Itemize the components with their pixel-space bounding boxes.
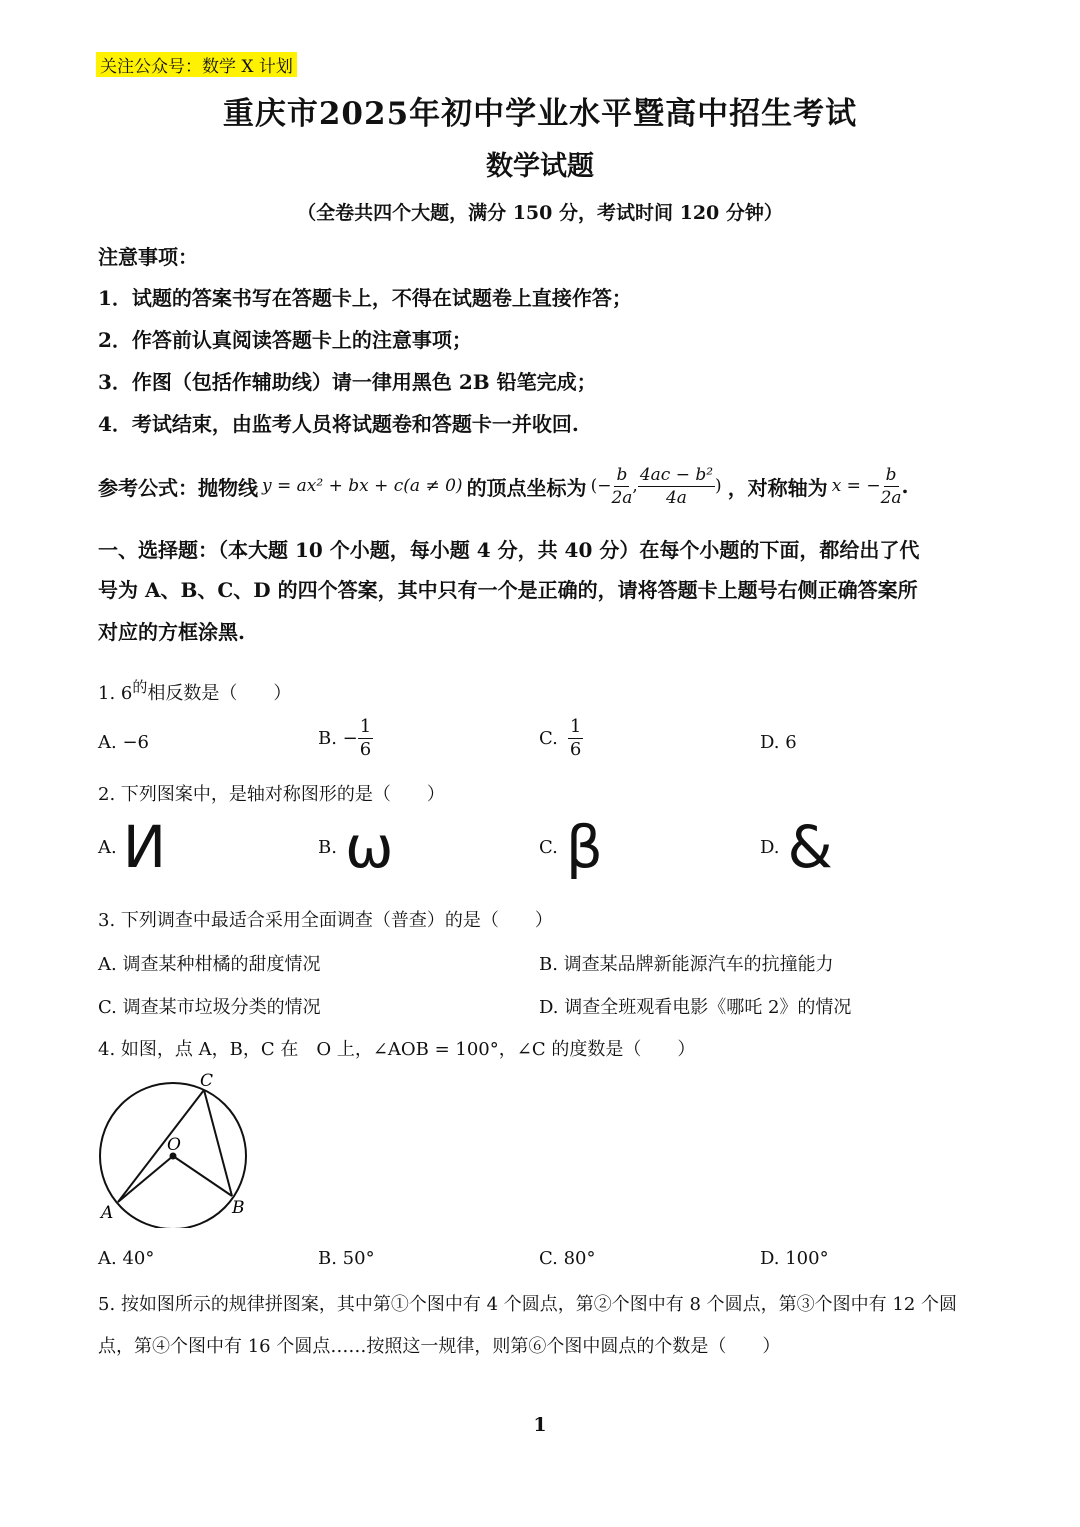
notice-heading: 注意事项： (98, 245, 198, 269)
q2-b-label: B. (318, 836, 337, 858)
q2-option-c (539, 813, 603, 881)
q4-circle-figure (90, 1068, 260, 1228)
q3-option-c: C. 调查某市垃圾分类的情况 (98, 997, 321, 1018)
q1-b-num: 1 (359, 716, 372, 737)
q2-c-symbol: β (565, 813, 603, 881)
q2-stem: 2. 下列图案中，是轴对称图形的是（ ） (98, 784, 445, 805)
q4-option-d: D. 100° (760, 1248, 829, 1269)
q3-option-d: D. 调查全班观看电影《哪吒 2》的情况 (539, 997, 852, 1018)
axis-equation (832, 464, 902, 509)
vertex-coordinates (591, 464, 722, 509)
q2-a-symbol: И (122, 813, 167, 881)
label-o: O (167, 1135, 181, 1155)
axis-lead: ，对称轴为 (727, 475, 828, 500)
vertex-close: ) (715, 476, 722, 496)
q1-b-den: 6 (359, 739, 372, 760)
q4-option-c: C. 80° (539, 1248, 596, 1269)
axis-2a: 2a (880, 487, 902, 508)
q1-option-d: D. 6 (760, 732, 797, 753)
label-a: A (101, 1203, 114, 1223)
vertex-num: 4ac − b² (639, 464, 714, 485)
section-1-line-2: 号为 A、B、C、D 的四个答案，其中只有一个是正确的，请将答题卡上题号右侧正确答案所 (98, 578, 918, 602)
formula-mid: 的顶点坐标为 (466, 475, 587, 500)
q1-b-label: B. − (318, 728, 358, 749)
q5-line-1: 5. 按如图所示的规律拼图案，其中第①个图中有 4 个圆点，第②个图中有 8 个圆点，第③个图中有 12 个圆 (98, 1294, 958, 1315)
formula-end: . (901, 474, 909, 498)
q2-option-d (760, 813, 833, 881)
q2-option-b (318, 813, 394, 881)
q1-c-den: 6 (569, 739, 582, 760)
notice-item-1: 1．试题的答案书写在答题卡上，不得在试题卷上直接作答； (98, 286, 632, 310)
exam-subtitle: 数学试题 (486, 151, 594, 182)
section-1-line-1: 一、选择题：（本大题 10 个小题，每小题 4 分，共 40 分）在每个小题的下面，都给出了代 (98, 538, 920, 562)
q1-stem-sup: 的 (132, 678, 148, 696)
q1-option-c (539, 716, 583, 761)
label-b: B (232, 1198, 245, 1218)
vertex-comma: , (632, 476, 638, 496)
vertex-den: 4a (665, 487, 687, 508)
vertex-open: (− (590, 476, 612, 496)
exam-note: （全卷共四个大题，满分 150 分，考试时间 120 分钟） (297, 202, 783, 224)
page-number: 1 (533, 1414, 547, 1436)
axis-eq: x = − (831, 476, 881, 496)
source-tag: 关注公众号：数学 X 计划 (96, 52, 297, 77)
q1-c-label: C. (539, 728, 558, 749)
q5-line-2: 点，第④个图中有 16 个圆点……按照这一规律，则第⑥个图中圆点的个数是（ ） (98, 1336, 781, 1357)
q1-c-num: 1 (569, 716, 582, 737)
notice-item-3: 3．作图（包括作辅助线）请一律用黑色 2B 铅笔完成； (98, 370, 597, 394)
formula-lead: 参考公式：抛物线 (98, 475, 258, 500)
vertex-b: b (616, 464, 628, 485)
q4-option-a: A. 40° (98, 1248, 155, 1269)
q4-stem: 4. 如图，点 A，B，C 在 O 上，∠AOB = 100°，∠C 的度数是（ ） (98, 1039, 696, 1060)
label-c: C (200, 1071, 214, 1091)
q2-c-label: C. (539, 836, 558, 858)
q3-option-b: B. 调查某品牌新能源汽车的抗撞能力 (539, 954, 834, 975)
q2-d-label: D. (760, 836, 780, 858)
section-1-line-3: 对应的方框涂黑. (98, 620, 245, 644)
vertex-2a: 2a (611, 487, 633, 508)
q3-stem: 3. 下列调查中最适合采用全面调查（普查）的是（ ） (98, 910, 553, 931)
axis-b: b (885, 464, 897, 485)
q1-stem-b: 相反数是（ ） (147, 683, 292, 704)
q2-b-symbol: ω (344, 813, 394, 881)
q2-a-label: A. (98, 836, 117, 858)
q1-stem (98, 676, 291, 705)
chord-ac (118, 1090, 204, 1202)
q1-stem-a: 1. 6 (98, 683, 133, 704)
exam-title: 重庆市2025年初中学业水平暨高中招生考试 (222, 96, 858, 132)
radius-oa (118, 1156, 173, 1202)
q2-d-symbol: & (787, 813, 833, 881)
notice-item-4: 4．考试结束，由监考人员将试题卷和答题卡一并收回. (98, 412, 579, 436)
parabola-equation: y = ax² + bx + c(a ≠ 0) (262, 476, 463, 496)
q4-option-b: B. 50° (318, 1248, 375, 1269)
reference-formula (98, 456, 998, 516)
q2-option-a (98, 813, 167, 881)
q1-option-b (318, 716, 373, 761)
q1-option-a: A. −6 (98, 732, 149, 753)
notice-item-2: 2．作答前认真阅读答题卡上的注意事项； (98, 328, 472, 352)
q3-option-a: A. 调查某种柑橘的甜度情况 (98, 954, 321, 975)
